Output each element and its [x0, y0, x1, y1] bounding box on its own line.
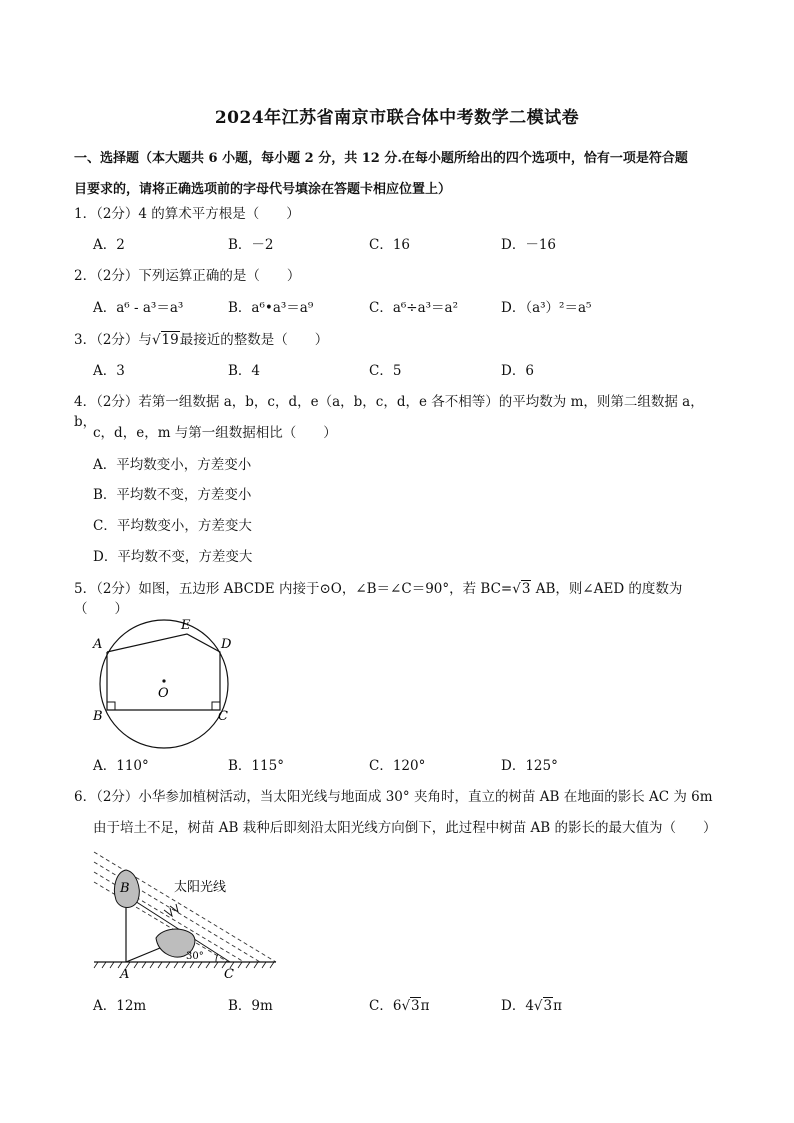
- label-a: A: [93, 637, 103, 652]
- q3-option-d[interactable]: D．6: [501, 363, 534, 379]
- q5-option-c[interactable]: C．120°: [369, 758, 426, 774]
- q6-tree-shadow-figure: [90, 848, 280, 984]
- section-1-instructions: [74, 143, 724, 205]
- q4-option-a[interactable]: A．平均数变小，方差变小: [93, 457, 252, 473]
- label-b: B: [93, 709, 103, 724]
- q2-option-c[interactable]: C．a⁶÷a³＝a²: [369, 300, 459, 316]
- q3-suffix: 最接近的整数是（ ）: [179, 332, 329, 348]
- sqrt-3: √3: [401, 998, 420, 1014]
- q6d-prefix: D．: [501, 998, 526, 1014]
- sunlight-label: 太阳光线: [174, 880, 227, 895]
- right-angle-b: [107, 702, 115, 710]
- q2-option-b[interactable]: B．a⁶•a³＝a⁹: [228, 300, 314, 316]
- q1-option-d[interactable]: D．－16: [501, 237, 557, 253]
- q3-option-b[interactable]: B．4: [228, 363, 261, 379]
- q5-pentagon-in-circle-figure: [88, 603, 248, 749]
- q5-option-a[interactable]: A．110°: [93, 758, 149, 774]
- question-4-line-2: c，d，e，m 与第一组数据相比（ ）: [93, 425, 337, 441]
- question-6-line-2: 由于培土不足，树苗 AB 栽种后即刻沿太阳光线方向倒下，此过程中树苗 AB 的影长的最大值为（ ）: [93, 820, 717, 836]
- label-d: D: [221, 637, 232, 652]
- q6-option-d[interactable]: [501, 996, 562, 1016]
- label-c: C: [224, 967, 234, 982]
- q4-option-b[interactable]: B．平均数不变，方差变小: [93, 487, 252, 503]
- q5-option-b[interactable]: B．115°: [228, 758, 284, 774]
- q5-part-1: 5．（2分）如图，五边形 ABCDE 内接于⊙O，∠B＝∠C＝90°，若 BC=: [74, 581, 513, 597]
- question-4-line-1: 4．（2分）若第一组数据 a，b，c，d，e（a，b，c，d，e 各不相等）的平均数为 m，则第二组数据 a，b，: [74, 394, 704, 430]
- question-6-line-1: 6．（2分）小华参加植树活动，当太阳光线与地面成 30° 夹角时，直立的树苗 AB 在地面的影长 AC 为 6m: [74, 789, 713, 805]
- q6c-coef: 6: [392, 998, 402, 1014]
- angle-label: 30°: [186, 951, 204, 962]
- question-1-stem: 1．（2分）4 的算术平方根是（ ）: [74, 206, 300, 222]
- q1-option-a[interactable]: A．2: [93, 237, 125, 253]
- q3-option-c[interactable]: C．5: [369, 363, 402, 379]
- q3-prefix: 3．（2分）与: [74, 332, 152, 348]
- sqrt-radicand: 3: [411, 998, 420, 1014]
- sqrt-3: √3: [512, 581, 531, 597]
- q5-part-2: AB，则∠AED 的度数为（ ）: [74, 581, 683, 617]
- q6d-coef: 4: [525, 998, 534, 1014]
- q6-option-c[interactable]: [369, 996, 430, 1016]
- label-c: C: [218, 709, 228, 724]
- q6-option-b[interactable]: B．9m: [228, 998, 273, 1014]
- sqrt-radicand: 3: [543, 998, 553, 1014]
- sqrt-radicand: 19: [161, 332, 179, 348]
- q2-option-d[interactable]: D．（a³）²＝a⁵: [501, 300, 592, 316]
- section-1-line-1: 一、选择题（本大题共 6 小题，每小题 2 分，共 12 分.在每小题所给出的四个选项中，恰有一项是符合题: [74, 151, 688, 166]
- fallen-tree-trunk: [126, 948, 160, 962]
- center-point-o: [162, 679, 165, 682]
- sqrt-radicand: 3: [521, 581, 531, 597]
- q1-option-b[interactable]: B．－2: [228, 237, 274, 253]
- q6c-suffix: π: [420, 998, 430, 1014]
- q6-option-a[interactable]: A．12m: [93, 998, 147, 1014]
- label-b: B: [120, 881, 130, 896]
- paper-title: 2024年江苏省南京市联合体中考数学二模试卷: [214, 108, 580, 128]
- sqrt-3: √3: [533, 998, 553, 1014]
- q3-option-a[interactable]: A．3: [93, 363, 125, 379]
- sqrt-19: √19: [151, 332, 179, 348]
- label-a: A: [120, 967, 130, 982]
- q5-option-d[interactable]: D．125°: [501, 758, 558, 774]
- question-2-stem: 2．（2分）下列运算正确的是（ ）: [74, 268, 301, 284]
- arrow-icon: [164, 908, 172, 916]
- label-e: E: [181, 618, 191, 633]
- q4-option-c[interactable]: C．平均数变小，方差变大: [93, 518, 252, 534]
- q6c-prefix: C．: [369, 998, 393, 1014]
- section-1-line-2: 目要求的，请将正确选项前的字母代号填涂在答题卡相应位置上）: [74, 182, 452, 197]
- q2-option-a[interactable]: A．a⁶ - a³＝a³: [93, 300, 184, 316]
- q1-option-c[interactable]: C．16: [369, 237, 411, 253]
- label-o: O: [158, 686, 169, 701]
- q4-option-d[interactable]: D．平均数不变，方差变大: [93, 549, 253, 565]
- question-3-stem: [74, 330, 724, 350]
- q6d-suffix: π: [553, 998, 562, 1014]
